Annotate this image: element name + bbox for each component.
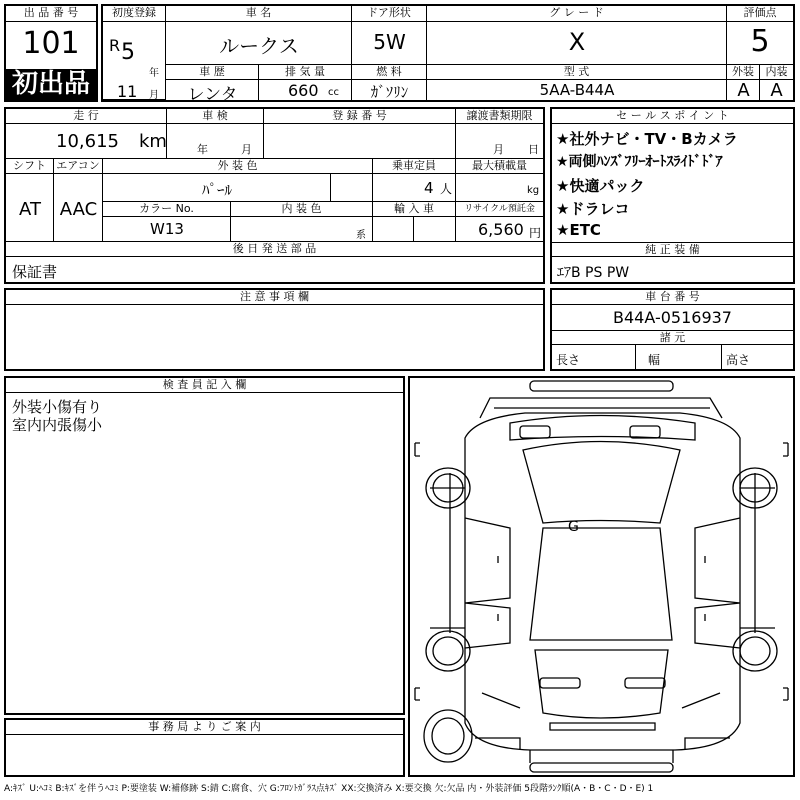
first-reg-label: 初度登録 (103, 6, 166, 22)
int-color-cell (231, 217, 373, 242)
inspector-box (4, 376, 405, 715)
mileage-label: 走 行 (6, 109, 167, 124)
color-no-label: カラー No. (103, 202, 231, 217)
top-main-box (101, 4, 795, 105)
sales-point-item: ★ETC (556, 221, 601, 239)
capacity-label: 乗車定員 (373, 159, 456, 174)
color-no-value: W13 (150, 220, 184, 238)
spec-label: 諸 元 (552, 330, 793, 345)
shift-label: シフト (6, 159, 54, 174)
import-cell-b (414, 217, 456, 242)
chassis-value: B44A-0516937 (613, 308, 732, 327)
door-label: ドア形状 (352, 6, 427, 22)
ac-value: AAC (59, 199, 98, 220)
displacement-unit: cc (328, 87, 339, 98)
recycle-label: リサイクル預託金 (456, 202, 543, 217)
model-value: 5AA-B44A (539, 81, 615, 99)
displacement-value: 660 (288, 81, 319, 100)
sales-point-item: ★両側ﾊﾝｽﾞﾌﾘｰｵｰﾄｽﾗｲﾄﾞﾄﾞｱ (556, 154, 723, 170)
history-label: 車 歴 (166, 65, 259, 80)
exterior-value: A (737, 80, 750, 101)
width-label: 幅 (648, 353, 661, 367)
sales-point-item: ★快適パック (556, 177, 645, 195)
mileage-unit: km (139, 131, 167, 152)
office-box (4, 718, 405, 777)
recycle-unit: 円 (529, 226, 542, 240)
car-name-label: 車 名 (166, 6, 352, 22)
caution-box (4, 288, 545, 371)
recycle-value: 6,560 (478, 220, 524, 239)
exterior-label: 外装 (727, 65, 760, 80)
car-name: ルークス (219, 34, 299, 58)
caution-label: 注 意 事 項 欄 (6, 290, 543, 305)
first-time-badge: 初出品 (6, 69, 96, 100)
year-value: 5 (121, 40, 135, 65)
damage-mark-g: G (568, 519, 579, 535)
inspector-label: 検 査 員 記 入 欄 (6, 378, 403, 393)
int-color-unit: 系 (356, 230, 366, 241)
lot-no: 101 (22, 26, 80, 61)
equipment-value: ｴｱB PS PW (557, 265, 630, 281)
mileage-value: 10,615 (56, 131, 119, 152)
inspector-line: 外装小傷有り (12, 398, 103, 416)
fuel-value: ｶﾞｿﾘﾝ (370, 83, 409, 101)
fuel-label: 燃 料 (352, 65, 427, 80)
office-label: 事 務 局 よ り ご 案 内 (6, 720, 403, 735)
month-unit: 月 (149, 90, 159, 101)
interior-value: A (770, 80, 783, 101)
chassis-label: 車 台 番 号 (552, 290, 793, 305)
chassis-box (550, 288, 795, 371)
inspection-label: 車 検 (167, 109, 264, 124)
transfer-label: 譲渡書類期限 (456, 109, 543, 124)
displacement-label: 排 気 量 (259, 65, 352, 80)
height-label: 高さ (726, 353, 751, 367)
reg-no-label: 登 録 番 号 (264, 109, 456, 124)
car-diagram-box (408, 376, 795, 777)
inspector-line: 室内内張傷小 (12, 416, 103, 434)
max-load-unit: kg (527, 185, 540, 196)
later-parts-label: 後 日 発 送 部 品 (6, 242, 543, 257)
import-label: 輸 入 車 (373, 202, 456, 217)
later-parts-value: 保証書 (12, 263, 58, 281)
ext-color-extra-cell (331, 174, 373, 202)
sales-points-box (550, 107, 795, 284)
inspection-month: 月 (241, 143, 252, 156)
ext-color-value: ﾊﾟｰﾙ (201, 181, 232, 199)
score-value: 5 (750, 24, 770, 59)
capacity-value: 4 (424, 179, 434, 197)
lot-no-label: 出 品 番 号 (6, 6, 96, 22)
length-label: 長さ (556, 353, 581, 367)
grade-label: グ レ ー ド (427, 6, 727, 22)
top-lot-box (4, 4, 98, 102)
score-label: 評価点 (727, 6, 793, 22)
legend-text: A:ｷｽﾞ U:ﾍｺﾐ B:ｷｽﾞを伴うﾍｺﾐ P:要塗装 W:補修跡 S:錆 C:腐食、穴 G:ﾌﾛﾝﾄｶﾞﾗｽ点ｷｽﾞ XX:交換済み X:要交換 欠:欠品 内・外装評価 5段階ﾗﾝｸ順(A・B・C・D・E) 1 (4, 784, 654, 794)
max-load-label: 最大積載量 (456, 159, 543, 174)
vehicle-info-box (4, 107, 545, 284)
interior-label: 内装 (760, 65, 793, 80)
door-value: 5W (373, 30, 406, 54)
inspection-year: 年 (197, 143, 208, 156)
import-cell-a (373, 217, 414, 242)
shift-value: AT (19, 199, 41, 220)
reg-no-cell (264, 124, 456, 159)
ac-label: エアコン (54, 159, 103, 174)
sales-point-item: ★ドラレコ (556, 200, 630, 218)
capacity-unit: 人 (440, 182, 453, 196)
model-label: 型 式 (427, 65, 727, 80)
car-diagram (410, 378, 793, 775)
grade-value: X (568, 28, 586, 56)
transfer-day: 日 (528, 143, 539, 156)
year-unit: 年 (149, 68, 159, 79)
month-value: 11 (117, 82, 138, 101)
sales-point-item: ★社外ナビ・TV・Bカメラ (556, 130, 738, 148)
history-value: レンタ (187, 85, 238, 105)
int-color-label: 内 装 色 (231, 202, 373, 217)
ext-color-label: 外 装 色 (103, 159, 373, 174)
transfer-month: 月 (493, 143, 504, 156)
era: R (109, 36, 121, 55)
equipment-label: 純 正 装 備 (552, 242, 793, 257)
sales-points-label: セ ー ル ス ポ イ ン ト (552, 109, 793, 124)
